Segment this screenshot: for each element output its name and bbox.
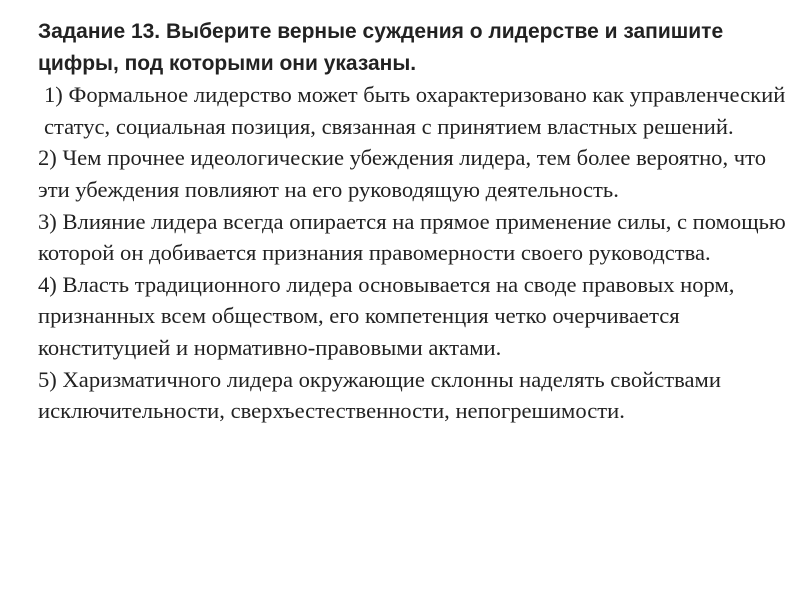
statement-2: 2) Чем прочнее идеологические убеждения лидера, тем более вероятно, что эти убеждения повлияют на его руководящую деятельность.	[38, 145, 766, 202]
statement-3: 3) Влияние лидера всегда опирается на прямое применение силы, с помощью которой он добивается признания правомерности своего руководства.	[38, 208, 786, 266]
task-slide	[38, 16, 790, 427]
statement-5: 5) Харизматичного лидера окружающие склонны наделять свойствами исключительности, сверхъестественности, непогрешимости.	[38, 366, 721, 424]
statement-1: 1) Формальное лидерство может быть охарактеризовано как управленческий статус, социальная позиция, связанная с принятием властных решений.	[44, 82, 786, 139]
statement-4: 4) Власть традиционного лидера основывается на своде правовых норм, признанных всем обществом, его компетенция четко очерчивается конституцией и нормативно-правовыми актами.	[38, 271, 735, 360]
task-title: Задание 13. Выберите верные суждения о лидерстве и запишите цифры, под которыми они указаны.	[38, 20, 724, 75]
